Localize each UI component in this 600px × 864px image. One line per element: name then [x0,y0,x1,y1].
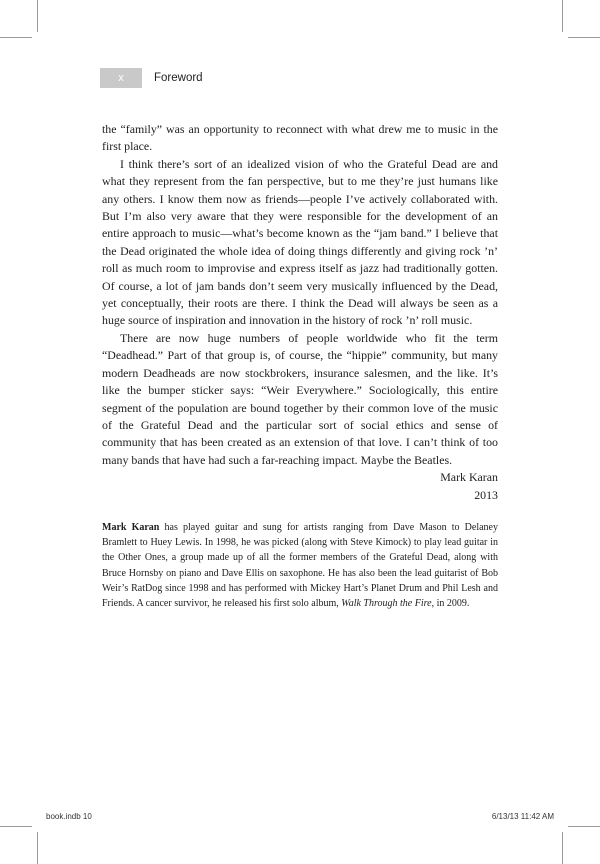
crop-mark [0,826,32,827]
signature-year: 2013 [474,487,498,502]
crop-mark [568,826,600,827]
slug-filename: book.indb 10 [46,812,92,821]
section-title: Foreword [154,72,203,84]
crop-mark [562,832,563,864]
paragraph: There are now huge numbers of people worldwide who fit the term “Deadhead.” Part of that group is, of course, the “hippie” community, but many modern Deadheads are now stockbrokers, insurance salesmen, and the like. It’s like the bumper sticker says: “Weir Everywhere.” Sociologically, this entire segment of the population are bound together by their common love of the music of the Grateful Dead and the particular sort of social ethics and sense of community that has been created as an extension of that love. I can’t think of too many bands that have had such a far-reaching impact. Maybe the Beatles. [102,330,498,467]
crop-mark [37,0,38,32]
page-number-text: x [118,72,124,84]
bio-text: has played guitar and sung for artists ranging from Dave Mason to Delaney Bramlett to Huey Lewis. In 1998, he was picked (along with Steve Kimock) to play lead guitar in the Other Ones, a group made up of all the former members of the Grateful Dead, along with Bruce Hornsby on piano and Dave Ellis on saxophone. He has also been the lead guitarist of Bob Weir’s RatDog since 1998 and has performed with Mickey Hart’s Planet Drum and Phil Lesh and Friends. A cancer survivor, he released his first solo album, [102,522,498,610]
paragraph: I think there’s sort of an idealized vision of who the Grateful Dead are and what they represent from the fan perspective, but to me they’re just humans like any others. I know them now as friends—people I’ve actively collaborated with. But I’m also very aware that they were responsible for the development of an entire approach to music—what’s become known as the “jam band.” I believe that the Dead originated the whole idea of doing things differently and giving rock ’n’ roll as much room to improvise and express itself as jazz had traditionally gotten. Of course, a lot of jam bands don’t seem very musically influenced by the Dead, yet conceptually, their roots are there. I think the Dead will always be seen as a huge source of inspiration and innovation in the history of rock ’n’ roll music. [102,156,498,328]
author-bio [102,520,498,611]
body-text [102,121,498,504]
signature-name: Mark Karan [440,470,498,485]
crop-mark [0,37,32,38]
crop-mark [37,832,38,864]
crop-mark [562,0,563,32]
bio-name: Mark Karan [102,522,160,533]
crop-mark [568,37,600,38]
album-title: Walk Through the Fire [341,598,432,610]
page-number [100,68,142,88]
running-head [100,68,203,88]
bio-text-end: , in 2009. [431,598,470,610]
bio-paragraph [102,520,498,611]
slug-timestamp: 6/13/13 11:42 AM [491,812,554,821]
paragraph: the “family” was an opportunity to reconnect with what drew me to music in the first place. [102,122,498,154]
